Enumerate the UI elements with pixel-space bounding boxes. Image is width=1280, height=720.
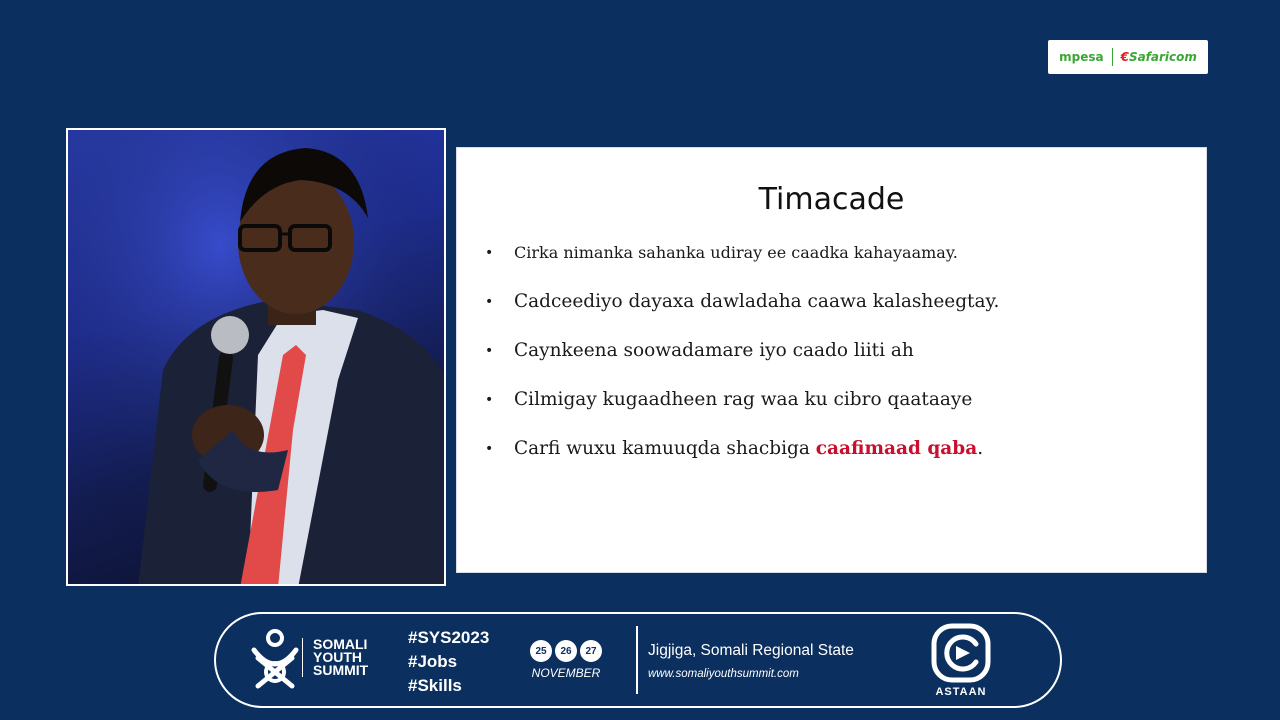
event-location: Jigjiga, Somali Regional State xyxy=(648,642,854,659)
list-item xyxy=(485,287,999,336)
event-banner xyxy=(214,612,1062,708)
hashtags xyxy=(408,626,489,698)
presentation-slide xyxy=(457,148,1206,572)
hashtag-sys2023: #SYS2023 xyxy=(408,628,490,647)
bullet-text xyxy=(514,438,983,459)
hashtag-jobs: #Jobs xyxy=(408,652,458,671)
list-item xyxy=(485,336,999,385)
list-item xyxy=(485,434,999,483)
astaan-name: ASTAAN xyxy=(935,686,987,698)
event-month: NOVEMBER xyxy=(531,666,601,680)
astaan-logo-icon xyxy=(930,622,992,684)
slide-bullet-list xyxy=(485,238,999,483)
bullet-icon: • xyxy=(485,294,494,310)
bullet-icon: • xyxy=(485,343,494,359)
bullet-text-suffix: . xyxy=(977,438,984,459)
somali-youth-summit-logo-icon xyxy=(246,628,304,694)
speaker-video-feed xyxy=(66,128,446,586)
bullet-text: Caynkeena soowadamare iyo caado liiti ah xyxy=(514,340,914,361)
bullet-text-prefix: Carfi wuxu kamuuqda shacbiga xyxy=(514,438,816,459)
hashtag-skills: #Skills xyxy=(408,676,462,695)
list-item xyxy=(485,238,999,287)
summit-name-line2: YOUTH xyxy=(313,649,362,665)
date-26-badge: 26 xyxy=(555,640,577,662)
date-circles xyxy=(528,640,604,662)
date-27-badge: 27 xyxy=(580,640,602,662)
sponsor-divider xyxy=(1112,48,1113,66)
safaricom-label: Safaricom xyxy=(1128,50,1197,64)
highlighted-phrase: caafimaad qaba xyxy=(815,438,978,459)
bullet-icon: • xyxy=(485,441,494,457)
speaker-image xyxy=(68,130,446,586)
list-item xyxy=(485,385,999,434)
summit-name-line1: SOMALI xyxy=(313,636,368,652)
bullet-text: Cadceediyo dayaxa dawladaha caawa kalasheegtay. xyxy=(514,291,1000,312)
date-25-badge: 25 xyxy=(530,640,552,662)
safaricom-logo: €Safaricom xyxy=(1120,50,1197,64)
bullet-text: Cirka nimanka sahanka udiray ee caadka kahayaamay. xyxy=(514,243,958,262)
mpesa-logo: mpesa xyxy=(1059,50,1104,64)
banner-divider xyxy=(636,626,638,694)
summit-name-line3: SUMMIT xyxy=(313,662,369,678)
sponsor-badge xyxy=(1048,40,1208,74)
summit-name xyxy=(302,638,368,677)
bullet-icon: • xyxy=(485,392,494,408)
bullet-text: Cilmigay kugaadheen rag waa ku cibro qaataaye xyxy=(514,389,973,410)
bullet-icon: • xyxy=(485,245,494,261)
slide-title: Timacade xyxy=(758,182,905,217)
event-dates xyxy=(528,640,604,680)
event-website: www.somaliyouthsummit.com xyxy=(648,668,799,680)
